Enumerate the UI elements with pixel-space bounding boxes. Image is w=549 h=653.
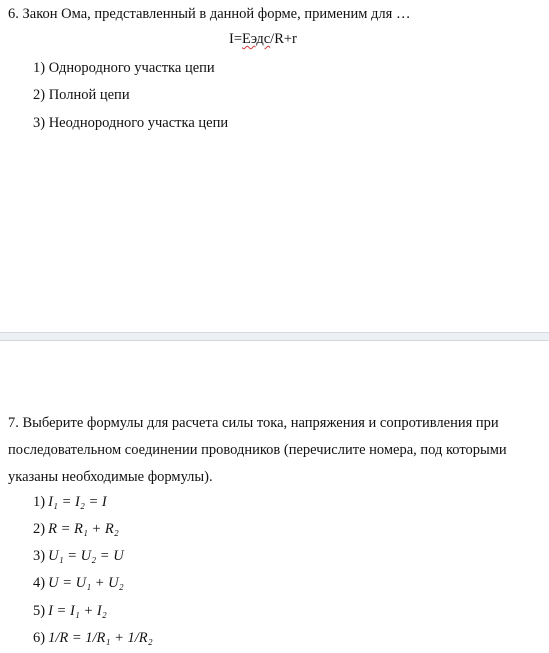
question-6-text: 6. Закон Ома, представленный в данной форме, применим для … bbox=[8, 6, 411, 22]
option-formula: I = I₁ + I₂ bbox=[48, 603, 107, 619]
option-number: 4) bbox=[33, 575, 46, 591]
option-formula: R = R₁ + R₂ bbox=[48, 521, 119, 537]
question-7-option-6 bbox=[33, 629, 153, 647]
document-page-2 bbox=[0, 341, 549, 653]
option-number: 1) bbox=[33, 494, 46, 510]
question-6-option-3: 3) Неоднородного участка цепи bbox=[33, 115, 229, 131]
question-7-option-4 bbox=[33, 574, 124, 592]
question-7-text-line-1: 7. Выберите формулы для расчета силы тока, напряжения и сопротивления при bbox=[8, 415, 499, 431]
option-formula: 1/R = 1/R₁ + 1/R₂ bbox=[48, 630, 153, 646]
question-7-text-line-3: указаны необходимые формулы). bbox=[8, 469, 213, 485]
question-7-option-5 bbox=[33, 602, 107, 620]
question-6-option-1: 1) Однородного участка цепи bbox=[33, 60, 215, 76]
formula-suffix: /R+r bbox=[270, 31, 297, 47]
option-number: 6) bbox=[33, 630, 46, 646]
page-separator bbox=[0, 332, 549, 341]
option-formula: U₁ = U₂ = U bbox=[48, 548, 124, 564]
option-number: 3) bbox=[33, 548, 46, 564]
ohm-law-formula bbox=[229, 30, 297, 48]
question-7-option-2 bbox=[33, 520, 119, 538]
spellcheck-marked-word: Еэдс bbox=[242, 31, 271, 47]
option-number: 5) bbox=[33, 603, 46, 619]
formula-prefix: I= bbox=[229, 31, 243, 47]
question-7-option-3 bbox=[33, 547, 124, 565]
option-formula: U = U₁ + U₂ bbox=[48, 575, 124, 591]
question-6-option-2: 2) Полной цепи bbox=[33, 87, 130, 103]
question-7-text-line-2: последовательном соединении проводников (перечислите номера, под которыми bbox=[8, 442, 507, 458]
question-7-option-1 bbox=[33, 493, 107, 511]
option-number: 2) bbox=[33, 521, 46, 537]
option-formula: I₁ = I₂ = I bbox=[48, 494, 107, 510]
